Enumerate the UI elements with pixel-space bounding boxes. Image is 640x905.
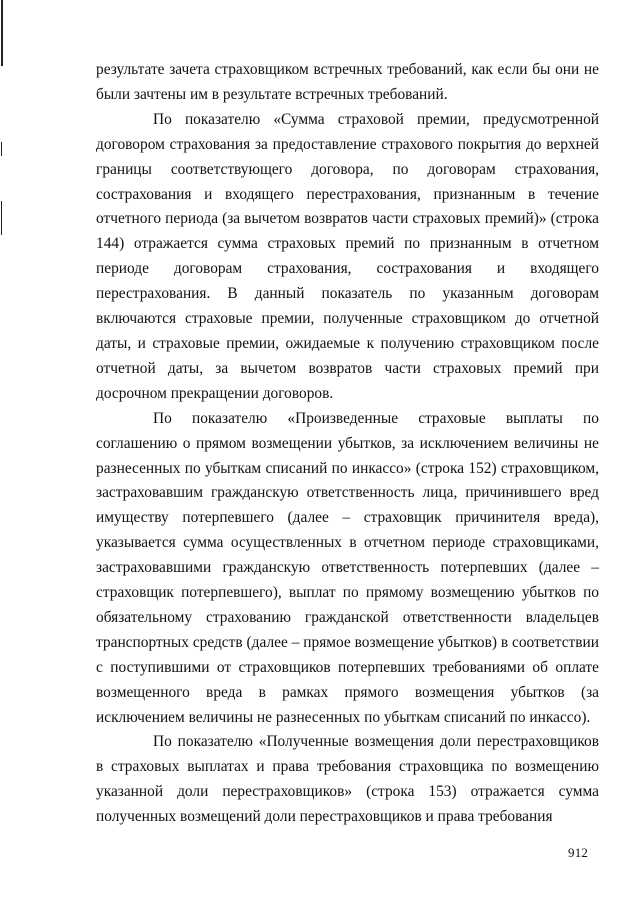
scan-margin-mark [1, 0, 3, 66]
paragraph-2: По показателю «Сумма страховой премии, предусмотренной договором страхования за предоставление страхового покрытия до верхней границы соответствующего договора, по договорам страхования, сострахования и входящего перестрахования, признанным в течение отчетного периода (за вычетом возвратов части страховых премий)» (строка 144) отражается сумма страховых премий по признанным в отчетном периоде договорам страхования, сострахования и входящего перестрахования. В данный показатель по указанным договорам включаются страховые премии, полученные страховщиком до отчетной даты, и страховые премии, ожидаемые к получению страховщиком после отчетной даты, за вычетом возвратов части страховых премий при досрочном прекращении договоров. [96, 110, 599, 402]
paragraph-4: По показателю «Полученные возмещения доли перестраховщиков в страховых выплатах и права требования страховщика по возмещению указанной доли перестраховщиков» (строка 153) отражается сумма полученных возмещений доли перестраховщиков и права требования [96, 733, 599, 826]
scan-margin-mark [1, 201, 2, 235]
paragraph-3: По показателю «Произведенные страховые выплаты по соглашению о прямом возмещении убытков, за исключением величины не разнесенных по убыткам списаний по инкассо» (строка 152) страховщиком, застраховавшим гражданскую ответственность лица, причинившего вред имуществу потерпевшего (далее – страховщик причинителя вреда), указывается сумма осуществленных в отчетном периоде страховщиками, застраховавшими гражданскую ответственность потерпевших (далее – страховщик потерпевшего), выплат по прямому возмещению убытков по обязательному страхованию гражданской ответственности владельцев транспортных средств (далее – прямое возмещение убытков) в соответствии с поступившими от страховщиков потерпевших требованиями об оплате возмещенного вреда в рамках прямого возмещения убытков (за исключением величины не разнесенных по убыткам списаний по инкассо). [96, 409, 599, 726]
body-text [96, 58, 599, 830]
scan-margin-mark [1, 142, 2, 156]
page-number: 912 [568, 845, 589, 860]
paragraph-1: результате зачета страховщиком встречных требований, как если бы они не были зачтены им в результате встречных требований. [96, 61, 599, 103]
